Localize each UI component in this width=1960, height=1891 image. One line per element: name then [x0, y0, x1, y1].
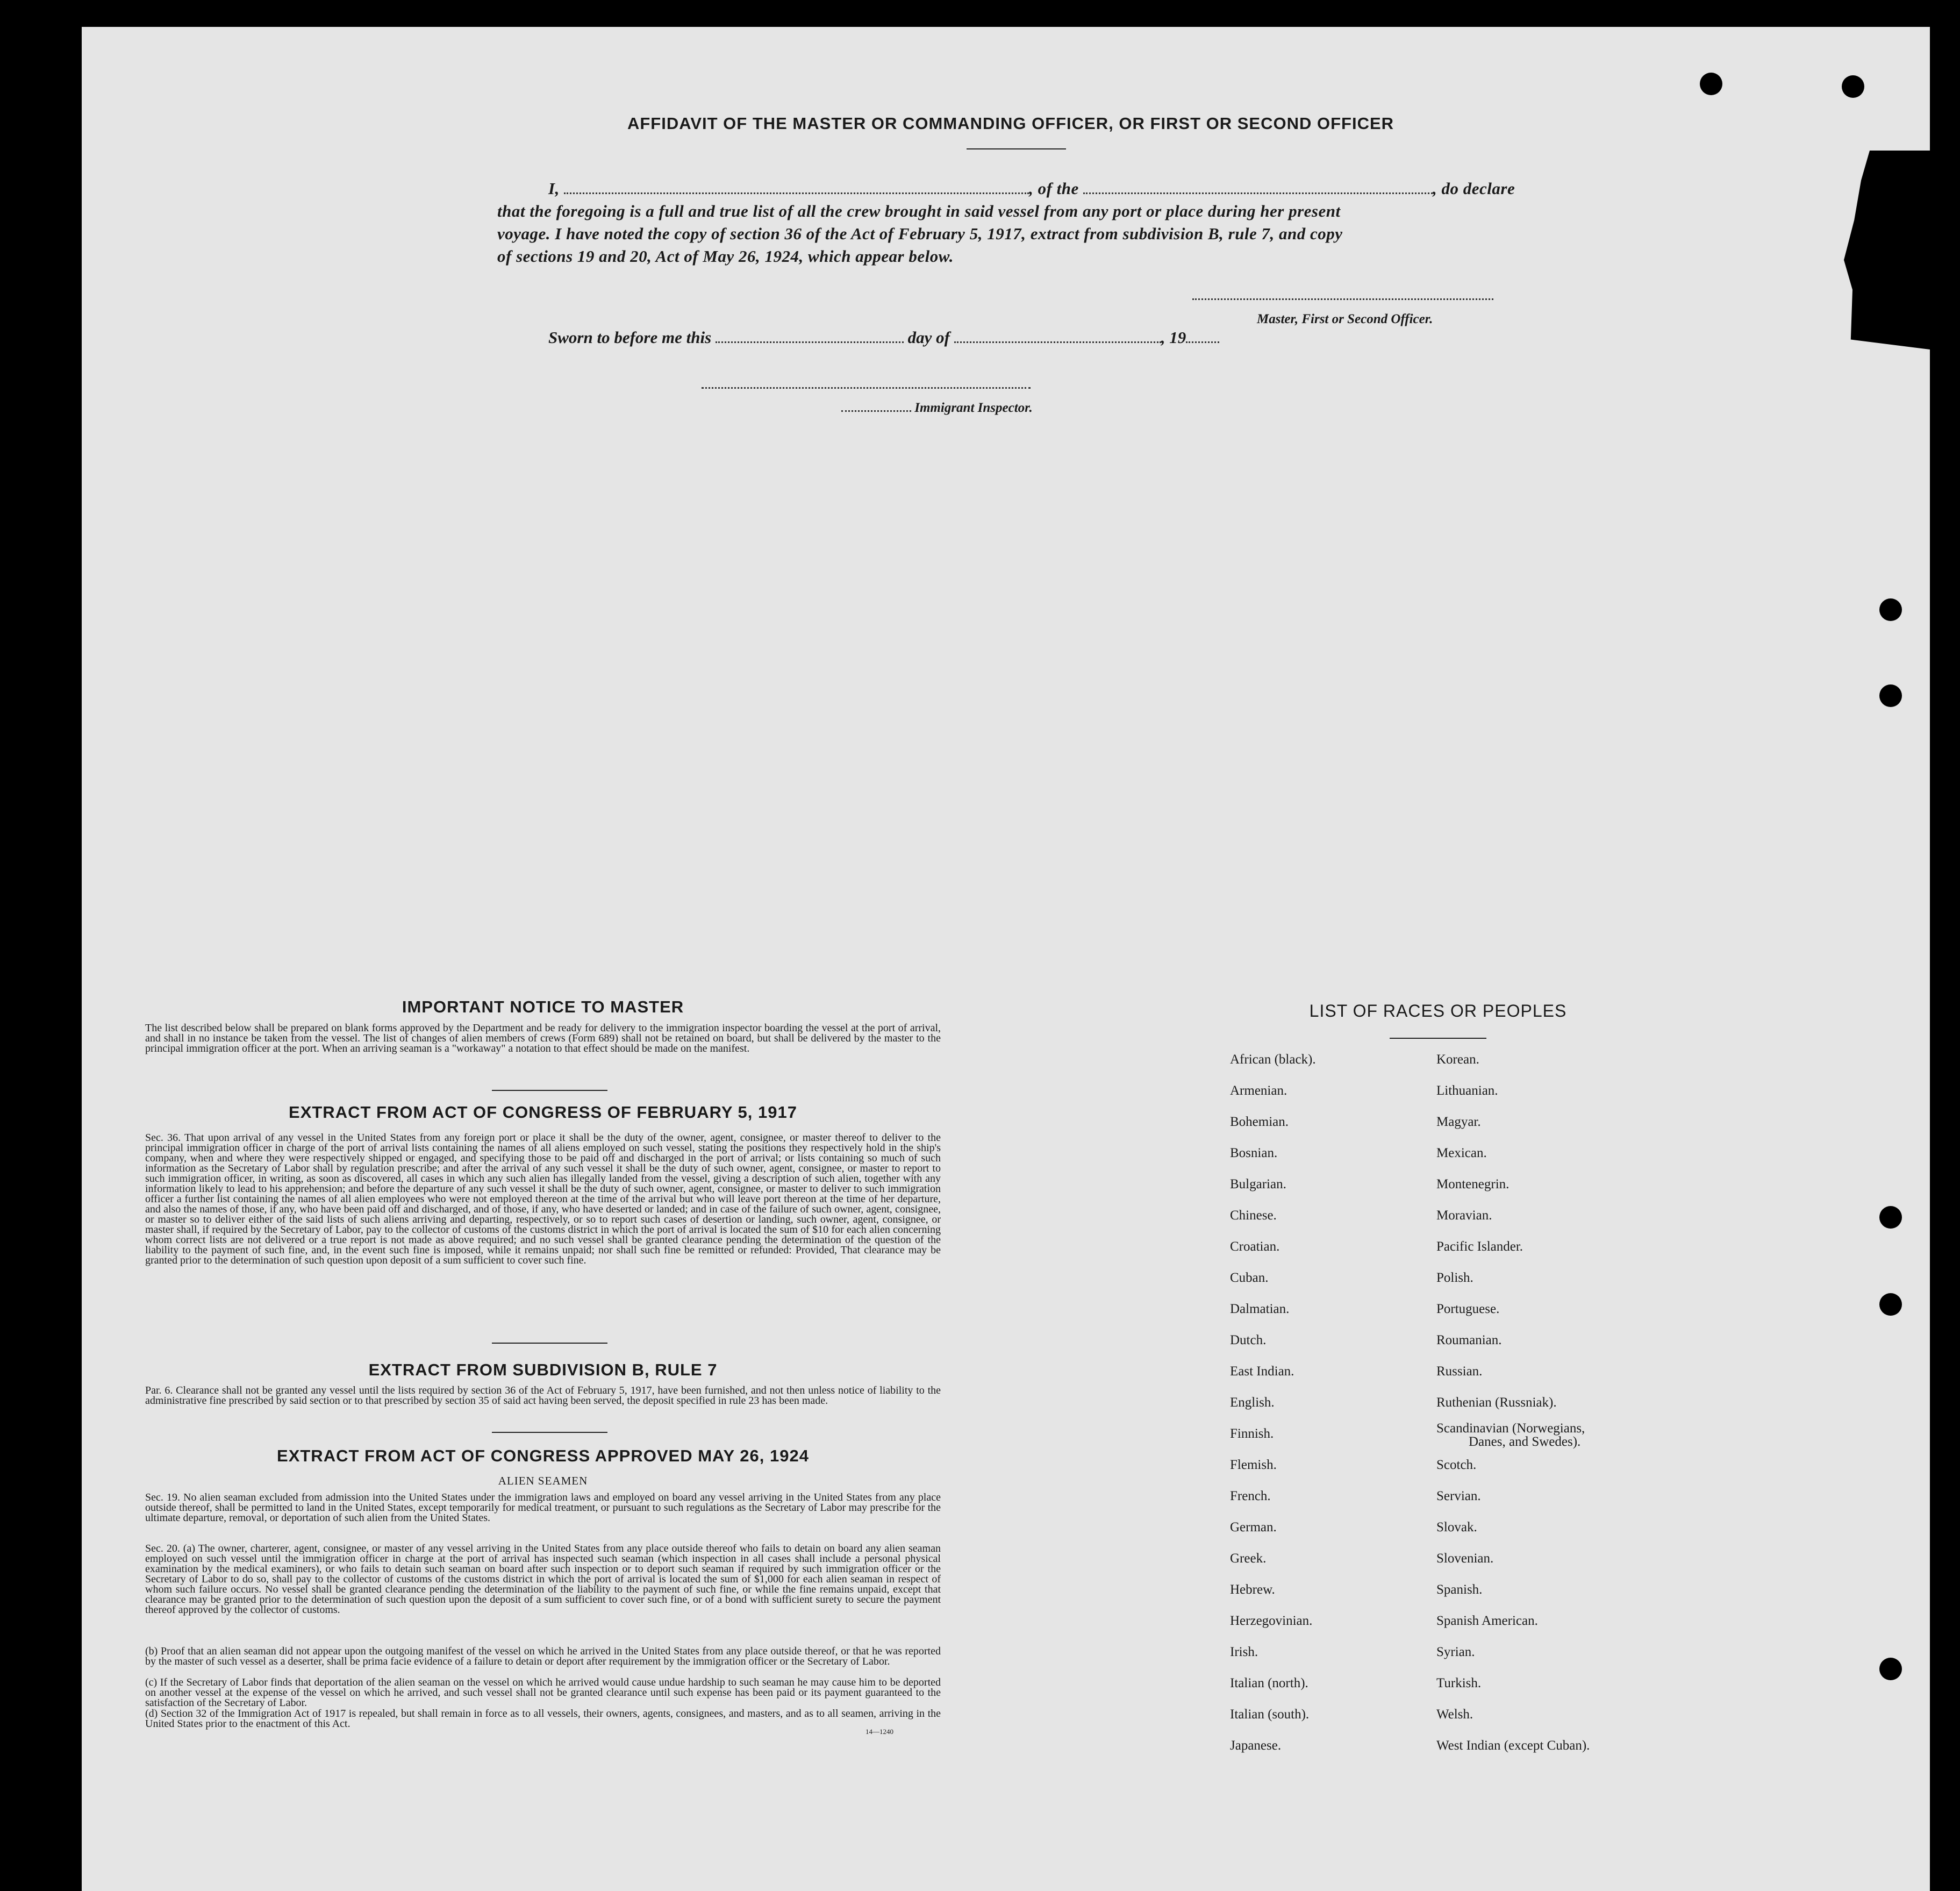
race-item: Magyar.: [1436, 1115, 1481, 1129]
race-item: Scandinavian (Norwegians,: [1436, 1421, 1585, 1436]
race-item: Italian (south).: [1230, 1707, 1310, 1722]
month-blank: [954, 331, 1161, 343]
race-item: German.: [1230, 1520, 1277, 1535]
extract-1924-sec19: Sec. 19. No alien seaman excluded from admission into the United States under the immigration laws and employed on board any vessel arriving in the United States from any place outside thereof, shall be permitted to land in the United States, except temporarily for medical treatment, or pursuant to such regulations as the Secretary of Labor may prescribe for the ultimate departure, removal, or deportation of such alien from the United States.: [145, 1492, 941, 1524]
race-item: Herzegovinian.: [1230, 1614, 1313, 1628]
race-item: Montenegrin.: [1436, 1177, 1510, 1191]
race-item: Ruthenian (Russniak).: [1436, 1395, 1557, 1410]
race-item: Moravian.: [1436, 1208, 1492, 1223]
punch-hole: [1879, 1293, 1902, 1316]
race-item: Japanese.: [1230, 1738, 1282, 1753]
race-item: English.: [1230, 1395, 1275, 1410]
punch-hole: [1879, 1658, 1902, 1680]
punch-hole: [1879, 598, 1902, 621]
extract-1924-title: EXTRACT FROM ACT OF CONGRESS APPROVED MAY 26, 1924: [277, 1446, 809, 1465]
race-item: Lithuanian.: [1436, 1083, 1498, 1098]
race-item: Turkish.: [1436, 1676, 1482, 1690]
race-item: Scotch.: [1436, 1458, 1477, 1472]
race-item: Dutch.: [1230, 1333, 1267, 1347]
master-signature-label: Master, First or Second Officer.: [1257, 312, 1433, 326]
race-item: Bohemian.: [1230, 1115, 1289, 1129]
races-title: LIST OF RACES OR PEOPLES: [1309, 1001, 1567, 1021]
affidavit-line-3: voyage. I have noted the copy of section 36 of the Act of February 5, 1917, extract from subdivision B, rule 7, and copy: [497, 224, 1343, 243]
race-item: Bulgarian.: [1230, 1177, 1286, 1191]
punch-hole: [1842, 75, 1864, 98]
affidavit-i: I,: [548, 179, 560, 198]
race-item: Italian (north).: [1230, 1676, 1308, 1690]
year-blank: [1186, 331, 1219, 343]
form-number: 14—1240: [865, 1728, 893, 1736]
race-item: Croatian.: [1230, 1239, 1280, 1254]
race-item: Mexican.: [1436, 1146, 1487, 1160]
day-blank: [716, 331, 904, 343]
race-item: Bosnian.: [1230, 1146, 1278, 1160]
divider: [967, 148, 1066, 149]
inspector-signature-line: [702, 387, 1031, 389]
affidavit-do-declare: , do declare: [1433, 179, 1515, 198]
sworn-label: Sworn to before me this: [548, 328, 712, 347]
notice-body: The list described below shall be prepared on blank forms approved by the Department and be ready for delivery to the immigration inspector boarding the vessel at the port of arrival, and shall in no instance be taken from the vessel. The list of changes of alien members of crews (Form 689) shall not be retained on board, but shall be delivered by the master to the principal immigration officer at the port. When an arriving seaman is a "workaway" a notation to that effect should be made on the manifest.: [145, 1022, 941, 1054]
race-item: Dalmatian.: [1230, 1302, 1290, 1316]
torn-corner: [1844, 151, 1930, 349]
race-item: East Indian.: [1230, 1364, 1294, 1379]
inspector-label: Immigrant Inspector.: [914, 401, 1033, 415]
notice-title: IMPORTANT NOTICE TO MASTER: [402, 997, 684, 1016]
race-item: Flemish.: [1230, 1458, 1277, 1472]
race-item: Irish.: [1230, 1645, 1258, 1659]
race-item: Korean.: [1436, 1052, 1479, 1067]
race-item: Spanish American.: [1436, 1614, 1538, 1628]
race-item: Servian.: [1436, 1489, 1481, 1503]
year-label: , 19: [1161, 328, 1186, 347]
master-signature-line: [1192, 298, 1493, 300]
day-of-label: day of: [907, 328, 950, 347]
race-item: Russian.: [1436, 1364, 1483, 1379]
race-item: Slovak.: [1436, 1520, 1477, 1535]
race-item: Spanish.: [1436, 1582, 1483, 1597]
affidavit-title: AFFIDAVIT OF THE MASTER OR COMMANDING OFFICER, OR FIRST OR SECOND OFFICER: [627, 114, 1394, 133]
extract-1917-body: Sec. 36. That upon arrival of any vessel in the United States from any foreign port or place it shall be the duty of the owner, agent, consignee, or master thereof to deliver to the principal immigration officer in charge of the port of arrival lists containing the names of all aliens employed on such vessel, stating the positions they respectively hold in the ship's company, when and where they were respectively shipped or engaged, and specifying those to be paid off and discharged in the port of arrival; or lists containing so much of such information as the Secretary of Labor shall by regulation prescribe; and after the arrival of any such vessel it shall be the duty of such owner, agent, consignee, or master to report to such immigration officer, in writing, as soon as discovered, all cases in which any such alien has illegally landed from the vessel, giving a description of such alien, together with any information likely to lead to his apprehension; and before the departure of any such vessel it shall be the duty of such owner, agent, consignee, or master to deliver to such immigration officer a further list containing the names of all alien employees who were not employed thereon at the time of the arrival but who will leave port thereon at the time of her departure, and also the names of those, if any, who have been paid off and discharged, and of those, if any, who have deserted or landed; and in case of the failure of such owner, agent, consignee, or master so to deliver either of the said lists of such aliens arriving and departing, respectively, or so to report such cases of desertion or landing, such owner, agent, consignee, or master shall, if required by the Secretary of Labor, pay to the collector of customs of the customs district in which the port of arrival is located the sum of $10 for each alien concerning whom correct lists are not delivered or a true report is not made as above required; and no such vessel shall be granted clearance pending the determination of the question of the liability to the payment of such fine, and, in the event such fine is imposed, while it remains unpaid; nor shall such fine be remitted or refunded: Provided, That clearance may be granted prior to the determination of such question upon deposit of a sum sufficient to cover such fine.: [145, 1132, 941, 1266]
affidavit-of-the: , of the: [1029, 179, 1079, 198]
divider: [492, 1090, 607, 1091]
extract-1924-sec20d: (d) Section 32 of the Immigration Act of 1917 is repealed, but shall remain in force as to all vessels, their owners, agents, consignees, and masters, and as to all seamen, arriving in the United States prior to the enactment of this Act.: [145, 1708, 941, 1730]
race-item: Portuguese.: [1436, 1302, 1500, 1316]
race-item: Slovenian.: [1436, 1551, 1494, 1566]
punch-hole: [1879, 684, 1902, 707]
extract-1924-sec20a: Sec. 20. (a) The owner, charterer, agent, consignee, or master of any vessel arriving in the United States from any place outside thereof who fails to detain on board any alien seaman employed on such vessel until the immigration officer in charge at the port of arrival has inspected such seaman (which inspection in all cases shall include a personal physical examination by the medical examiners), or who fails to detain such seaman on board after such inspection or to deport such seaman if required by such immigration officer or the Secretary of Labor to do so, shall pay to the collector of customs of the customs district in which the port of arrival is located the sum of $1,000 for each alien seaman in respect of whom such failure occurs. No vessel shall be granted clearance pending the determination of the liability to the payment of such fine, or while the fine remains unpaid, except that clearance may be granted prior to the determination of such question upon the deposit of a sum sufficient to cover such fine, or of a bond with sufficient surety to secure the payment thereof approved by the collector of customs.: [145, 1543, 941, 1616]
extract-1917-title: EXTRACT FROM ACT OF CONGRESS OF FEBRUARY 5, 1917: [289, 1103, 797, 1122]
divider: [492, 1432, 607, 1433]
punch-hole: [1700, 73, 1722, 95]
sworn-line: [548, 328, 1219, 347]
race-item: Polish.: [1436, 1271, 1473, 1285]
inspector-blank: [841, 403, 911, 412]
race-item: Welsh.: [1436, 1707, 1473, 1722]
race-item: Cuban.: [1230, 1271, 1269, 1285]
race-item: African (black).: [1230, 1052, 1316, 1067]
inspector-line: [841, 401, 1033, 416]
rule7-body: Par. 6. Clearance shall not be granted any vessel until the lists required by section 36 of the Act of February 5, 1917, have been furnished, and not then unless notice of liability to the administrative fine prescribed by said section or to that prescribed by section 35 of said act having been served, the deposit specified in rule 23 has been made.: [145, 1385, 941, 1407]
divider: [1390, 1038, 1486, 1039]
race-item: Roumanian.: [1436, 1333, 1502, 1347]
punch-hole: [1879, 1206, 1902, 1229]
race-item: Greek.: [1230, 1551, 1267, 1566]
rule7-title: EXTRACT FROM SUBDIVISION B, RULE 7: [368, 1360, 718, 1379]
extract-1924-subtitle: ALIEN SEAMEN: [498, 1474, 588, 1487]
race-item: Syrian.: [1436, 1645, 1475, 1659]
vessel-blank: [1083, 182, 1433, 194]
punch-hole: [1890, 322, 1913, 344]
race-item: Chinese.: [1230, 1208, 1277, 1223]
name-blank: [564, 182, 1029, 194]
divider: [492, 1343, 607, 1344]
extract-1924-sec20b: (b) Proof that an alien seaman did not appear upon the outgoing manifest of the vessel on which he arrived in the United States from any place outside thereof, or that he was reported by the master of such vessel as a deserter, shall be prima facie evidence of a failure to detain or deport after requirement by the immigration officer or the Secretary of Labor.: [145, 1645, 941, 1667]
race-item: Pacific Islander.: [1436, 1239, 1523, 1254]
affidavit-line-2: that the foregoing is a full and true list of all the crew brought in said vessel from any port or place during her present: [497, 202, 1341, 220]
race-item: West Indian (except Cuban).: [1436, 1738, 1590, 1753]
race-item: Armenian.: [1230, 1083, 1287, 1098]
race-item: Finnish.: [1230, 1426, 1274, 1441]
race-item: Hebrew.: [1230, 1582, 1275, 1597]
race-item-continued: Danes, and Swedes).: [1469, 1435, 1581, 1449]
affidavit-line-1: [497, 177, 1529, 200]
affidavit-line-4: of sections 19 and 20, Act of May 26, 1924, which appear below.: [497, 247, 954, 266]
race-item: French.: [1230, 1489, 1271, 1503]
extract-1924-sec20c: (c) If the Secretary of Labor finds that deportation of the alien seaman on the vessel on which he arrived would cause undue hardship to such seaman he may cause him to be deported on another vessel at the expense of the vessel on which he arrived, and such vessel shall not be granted clearance until such expense has been paid or its payment guaranteed to the satisfaction of the Secretary of Labor.: [145, 1676, 941, 1709]
